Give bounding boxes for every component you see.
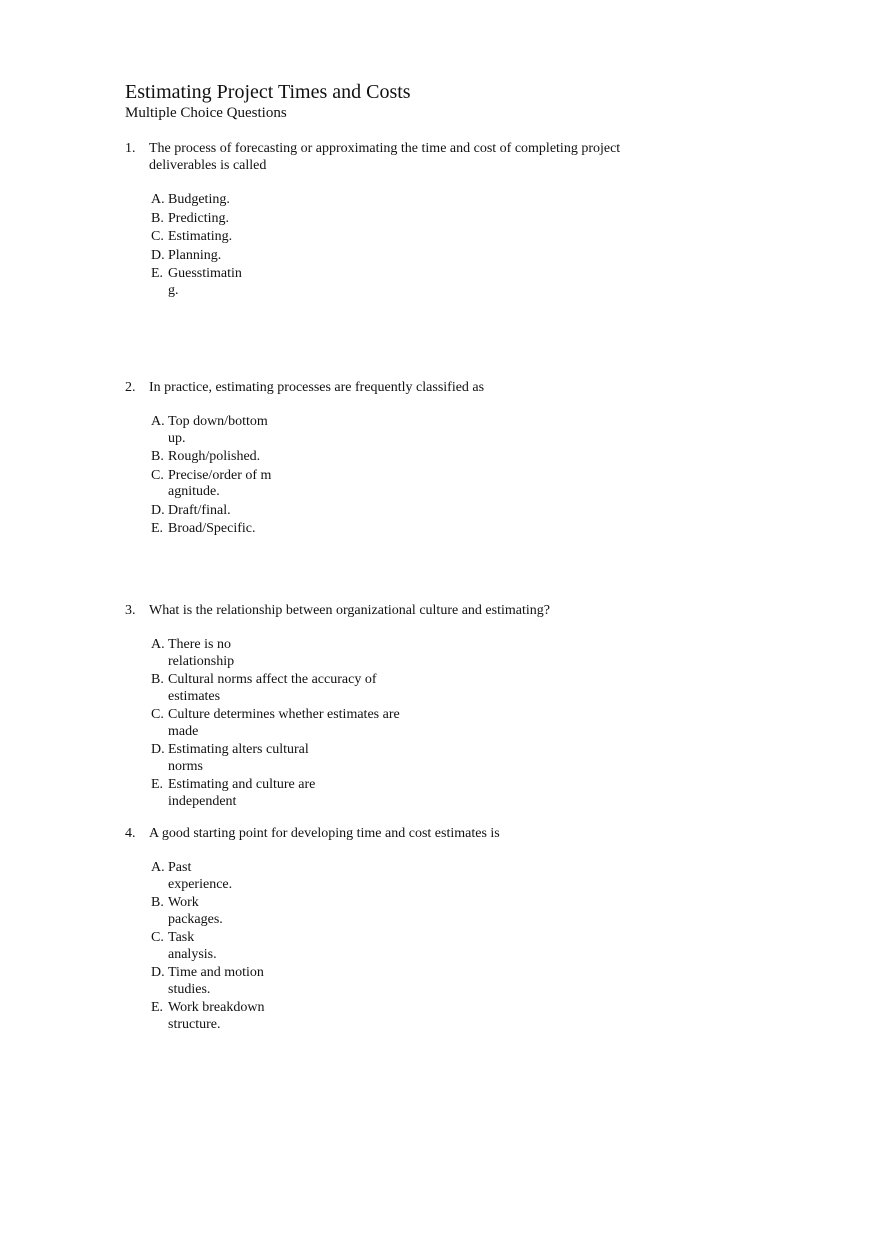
answer-option-a xyxy=(151,414,685,447)
option-letter: D. xyxy=(151,965,165,980)
page-title: Estimating Project Times and Costs xyxy=(125,81,411,103)
answer-option-c xyxy=(151,229,685,246)
option-text: Guesstimating. xyxy=(168,266,242,298)
question-stem xyxy=(125,140,685,174)
option-letter: E. xyxy=(151,777,164,792)
option-letter: A. xyxy=(151,192,165,207)
answer-option-e xyxy=(151,521,685,538)
option-text: Predicting. xyxy=(168,210,230,226)
option-letter: A. xyxy=(151,860,165,875)
answer-options xyxy=(151,192,685,299)
option-text: Rough/polished. xyxy=(168,449,261,464)
option-letter: B. xyxy=(151,449,164,464)
question-stem xyxy=(125,602,685,619)
option-letter: B. xyxy=(151,210,164,226)
option-text: Estimating. xyxy=(168,229,233,244)
option-text: Estimating alters cultural norms xyxy=(168,742,309,774)
answer-option-d xyxy=(151,248,685,265)
option-text: Planning. xyxy=(168,247,222,263)
answer-option-a xyxy=(151,860,685,893)
option-letter: E. xyxy=(151,521,164,536)
answer-option-e xyxy=(151,1000,685,1033)
option-text: Past experience. xyxy=(168,860,233,892)
answer-options xyxy=(151,860,685,1033)
answer-options xyxy=(151,414,685,538)
answer-option-b xyxy=(151,449,685,466)
answer-option-e xyxy=(151,777,685,810)
answer-option-d xyxy=(151,742,685,775)
question-number: 1. xyxy=(125,141,136,156)
answer-option-d xyxy=(151,503,685,520)
option-letter: D. xyxy=(151,247,165,263)
answer-option-a xyxy=(151,192,685,209)
option-letter: A. xyxy=(151,637,165,652)
question-3 xyxy=(125,602,685,812)
answer-option-b xyxy=(151,672,685,705)
option-letter: C. xyxy=(151,229,164,244)
option-text: Task analysis. xyxy=(168,930,217,962)
question-number: 4. xyxy=(125,826,136,841)
question-number: 2. xyxy=(125,380,136,395)
option-letter: B. xyxy=(151,672,164,687)
question-text: In practice, estimating processes are frequently classified as xyxy=(149,380,485,395)
option-letter: D. xyxy=(151,742,165,757)
answer-option-c xyxy=(151,468,685,501)
option-text: Estimating and culture are independent xyxy=(168,777,316,809)
answer-option-c xyxy=(151,707,685,740)
option-text: Work breakdown structure. xyxy=(168,1000,265,1032)
option-letter: D. xyxy=(151,502,165,518)
option-letter: C. xyxy=(151,467,164,483)
option-letter: E. xyxy=(151,266,164,281)
question-text: What is the relationship between organizational culture and estimating? xyxy=(149,603,550,618)
option-text: Time and motion studies. xyxy=(168,965,264,997)
answer-option-b xyxy=(151,895,685,928)
answer-option-d xyxy=(151,965,685,998)
option-letter: C. xyxy=(151,707,164,722)
option-letter: C. xyxy=(151,930,164,945)
question-text: The process of forecasting or approximating the time and cost of completing project deliverables is called xyxy=(149,141,621,173)
option-text: Culture determines whether estimates are made xyxy=(168,707,400,739)
question-stem xyxy=(125,825,685,842)
question-stem xyxy=(125,379,685,396)
option-text: There is no relationship xyxy=(168,637,235,669)
answer-option-e xyxy=(151,266,685,299)
question-4 xyxy=(125,825,685,1035)
answer-option-b xyxy=(151,211,685,228)
answer-option-a xyxy=(151,637,685,670)
question-1 xyxy=(125,140,685,301)
answer-options xyxy=(151,637,685,810)
option-text: Precise/order of magnitude. xyxy=(168,467,272,499)
option-text: Cultural norms affect the accuracy of estimates xyxy=(168,672,377,704)
page-subtitle: Multiple Choice Questions xyxy=(125,105,287,121)
option-text: Work packages. xyxy=(168,895,223,927)
question-text: A good starting point for developing time and cost estimates is xyxy=(149,826,500,841)
option-text: Budgeting. xyxy=(168,192,230,207)
answer-option-c xyxy=(151,930,685,963)
option-letter: A. xyxy=(151,414,165,429)
option-letter: E. xyxy=(151,1000,164,1015)
option-letter: B. xyxy=(151,895,164,910)
option-text: Broad/Specific. xyxy=(168,521,256,536)
option-text: Draft/final. xyxy=(168,502,231,518)
question-number: 3. xyxy=(125,603,136,618)
option-text: Top down/bottom up. xyxy=(168,414,268,446)
question-2 xyxy=(125,379,685,540)
